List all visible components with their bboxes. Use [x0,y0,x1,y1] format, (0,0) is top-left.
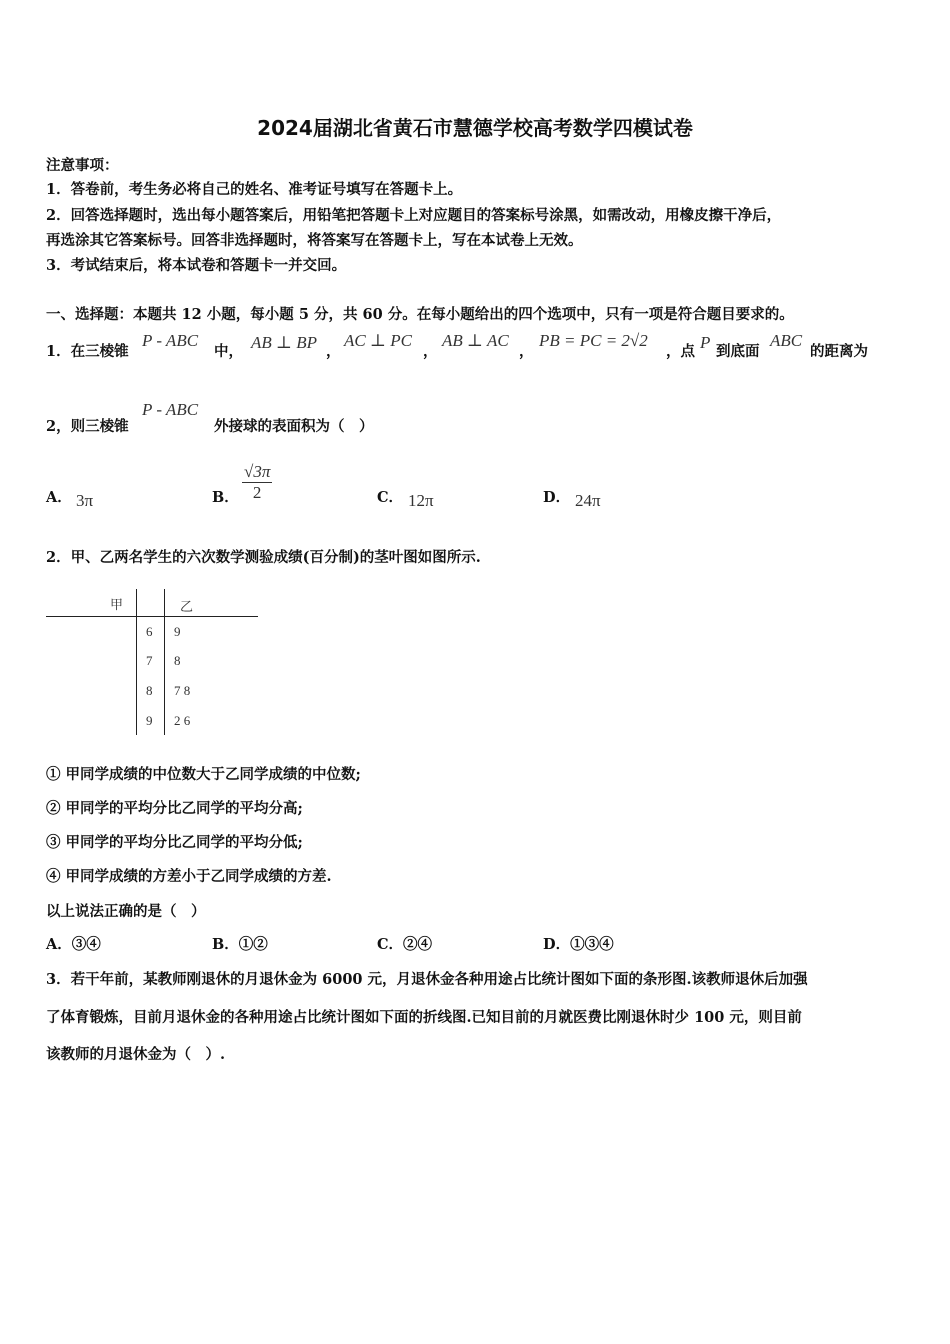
q2-statement-2: ② 甲同学的平均分比乙同学的平均分高; [46,800,303,817]
section-heading: 一、选择题：本题共 12 小题，每小题 5 分，共 60 分。在每小题给出的四个选项中，只有一项是符合题目要求的。 [46,306,794,323]
q3-line-1: 3．若干年前，某教师刚退休的月退休金为 6000 元，月退休金各种用途占比统计图如下面的条形图.该教师退休后加强 [46,971,808,988]
q3-line-2: 了体育锻炼，目前月退休金的各种用途占比统计图如下面的折线图.已知目前的月就医费比刚退休时少 100 元，则目前 [46,1009,802,1026]
notice-heading: 注意事项： [46,157,119,174]
plot-row-2-right: 8 [174,653,181,668]
q1-line2-prefix: 2，则三棱锥 [46,418,129,435]
plot-divider-right [164,589,165,735]
q1-option-a-label[interactable]: A． [46,489,72,506]
q2-option-d[interactable]: D．①③④ [543,936,614,953]
notice-item-3: 3．考试结束后，将本试卷和答题卡一并交回。 [46,257,347,274]
q1-comma-2: ， [423,343,438,360]
q1-cond-4: PB = PC = 2√2 [539,331,648,350]
plot-left-header: 甲 [110,597,124,612]
notice-item-1: 1．答卷前，考生务必将自己的姓名、准考证号填写在答题卡上。 [46,181,463,198]
q1-line2-pyramid: P - ABC [142,400,199,419]
q1-option-d-label[interactable]: D． [543,489,571,506]
plot-row-1-right: 9 [174,624,181,639]
q2-option-c[interactable]: C．②④ [377,936,433,953]
q1-option-b-denominator: 2 [252,483,262,502]
q2-ask: 以上说法正确的是（ ） [46,903,206,920]
q2-statement-3: ③ 甲同学的平均分比乙同学的平均分低; [46,834,303,851]
q1-point: P [700,333,711,352]
notice-item-2a: 2．回答选择题时，选出每小题答案后，用铅笔把答题卡上对应题目的答案标号涂黑，如需改动，用橡皮擦干净后， [46,207,782,224]
q1-cond-2: AC ⊥ PC [344,331,412,350]
plot-row-4-stem: 9 [146,713,153,728]
plot-row-1-stem: 6 [146,624,153,639]
q2-stem: 2．甲、乙两名学生的六次数学测验成绩(百分制)的茎叶图如图所示. [46,549,481,566]
plot-divider-left [136,589,137,735]
q1-line2-suffix: 外接球的表面积为（ ） [214,418,374,435]
q2-option-a[interactable]: A．③④ [46,936,101,953]
q1-option-d-value[interactable]: 24π [575,491,601,510]
page-title: 2024届湖北省黄石市慧德学校高考数学四模试卷 [257,116,693,140]
q1-comma-3: ， [519,343,534,360]
q1-option-c-label[interactable]: C． [377,489,404,506]
q1-base: ABC [770,331,803,350]
q1-cond-3: AB ⊥ AC [442,331,509,350]
q1-zhong: 中， [214,343,243,360]
q1-dian: ，点 [666,343,695,360]
plot-right-header: 乙 [180,599,194,614]
q1-option-b-label[interactable]: B． [212,489,239,506]
q1-daodimian: 到底面 [716,343,760,360]
q2-statement-1: ① 甲同学成绩的中位数大于乙同学成绩的中位数; [46,766,361,783]
q1-comma-1: ， [326,343,341,360]
plot-row-3-stem: 8 [146,683,153,698]
q1-juli: 的距离为 [810,343,868,360]
q3-line-3: 该教师的月退休金为（ ）. [46,1046,226,1063]
q1-cond-1: AB ⊥ BP [251,333,318,352]
q1-option-c-value[interactable]: 12π [408,491,434,510]
plot-horizontal-rule [46,616,258,617]
notice-item-2b: 再选涂其它答案标号。回答非选择题时，将答案写在答题卡上，写在本试卷上无效。 [46,232,583,249]
plot-row-4-right: 2 6 [174,713,191,728]
plot-row-2-stem: 7 [146,653,153,668]
q2-statement-4: ④ 甲同学成绩的方差小于乙同学成绩的方差. [46,868,332,885]
q2-option-b[interactable]: B．①② [212,936,268,953]
q1-option-a-value[interactable]: 3π [76,491,94,510]
plot-row-3-right: 7 8 [174,683,191,698]
q1-prefix: 1．在三棱锥 [46,343,129,360]
q1-pyramid: P - ABC [142,331,199,350]
q1-option-b-numerator: √3π [244,462,271,481]
q1-option-b-fraction[interactable] [242,462,272,503]
